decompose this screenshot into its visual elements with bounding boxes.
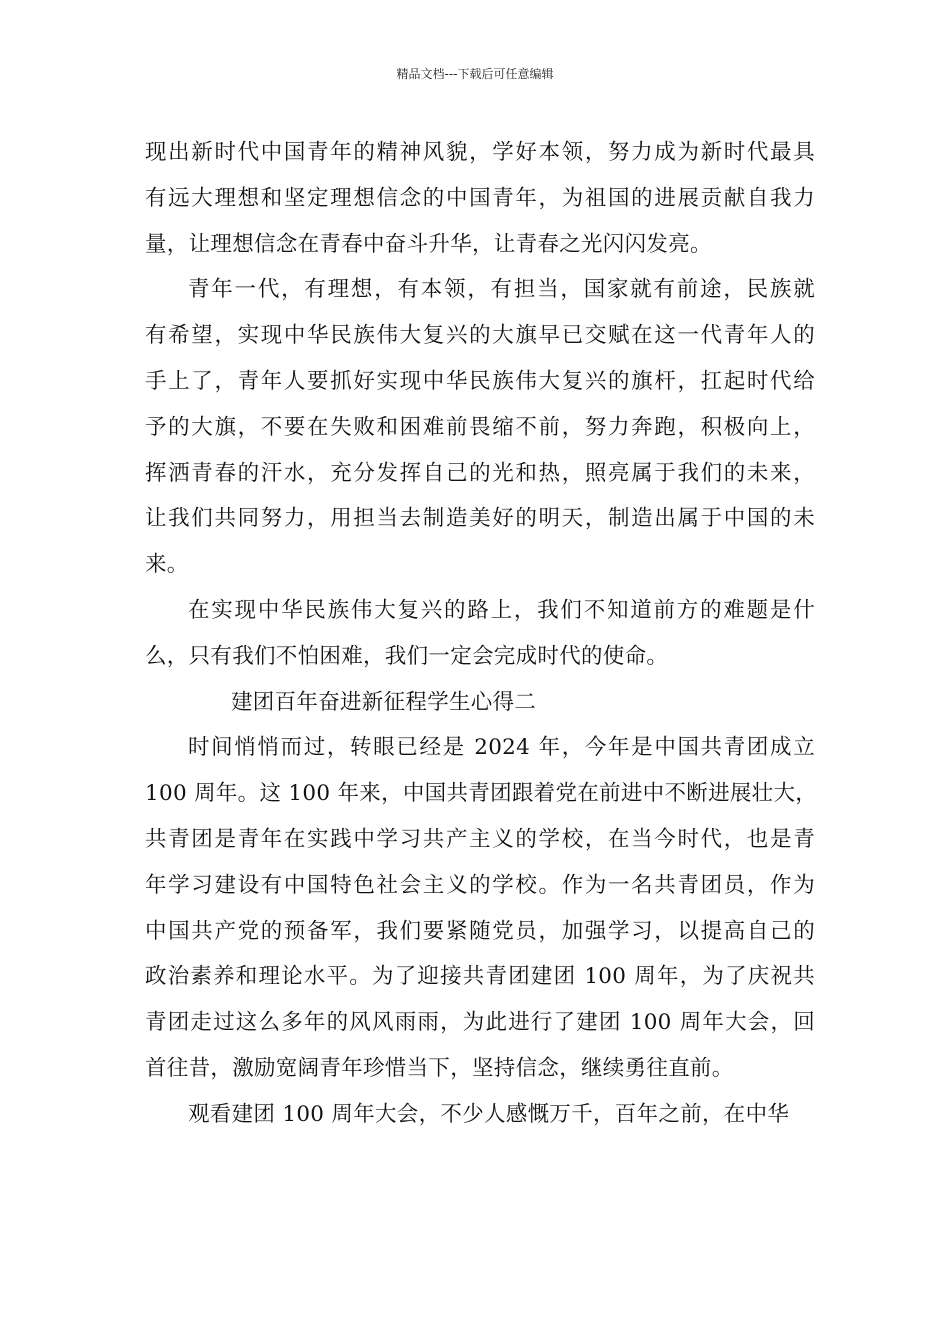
text-line: 让我们共同努力，用担当去制造美好的明天，制造出属于中国的未 [145,506,815,532]
section-heading [145,680,815,726]
text-line: 观看建团 100 周年大会，不少人感慨万千，百年之前，在中华 [188,1101,790,1127]
text-line: 予的大旗，不要在失败和困难前畏缩不前，努力奔跑，积极向上， [145,414,815,440]
paragraph [145,588,815,680]
text-line: 青年一代，有理想，有本领，有担当，国家就有前途，民族就 [188,277,815,303]
paragraph [145,725,818,1091]
text-line: 共青团是青年在实践中学习共产主义的学校，在当今时代，也是青 [145,826,815,852]
text-line: 有远大理想和坚定理想信念的中国青年，为祖国的进展贡献自我力 [145,185,815,211]
text-line: 量，让理想信念在青春中奋斗升华，让青春之光闪闪发亮。 [145,231,712,257]
text-line: 时间悄悄而过，转眼已经是 2024 年，今年是中国共青团成立 [188,735,815,761]
text-line: 有希望，实现中华民族伟大复兴的大旗早已交赋在这一代青年人的 [145,323,815,349]
text-line: 么，只有我们不怕困难，我们一定会完成时代的使命。 [145,643,669,669]
text-line: 手上了，青年人要抓好实现中华民族伟大复兴的旗杆，扛起时代给 [145,368,815,394]
text-line: 政治素养和理论水平。为了迎接共青团建团 100 周年，为了庆祝共 [145,964,815,990]
page-header: 精品文档---下载后可任意编辑 [396,67,554,81]
text-line: 中国共产党的预备军，我们要紧随党员，加强学习，以提高自己的 [145,918,815,944]
text-line: 挥洒青春的汗水，充分发挥自己的光和热，照亮属于我们的未来， [145,460,815,486]
text-line: 建团百年奋进新征程学生心得二 [231,689,537,715]
text-line: 100 周年。这 100 年来，中国共青团跟着党在前进中不断进展壮大， [145,781,818,807]
text-line: 来。 [145,552,189,578]
text-line: 青团走过这么多年的风风雨雨，为此进行了建团 100 周年大会，回 [145,1010,815,1036]
paragraph [145,1092,815,1138]
paragraph [145,267,815,588]
document-body [145,130,818,1138]
paragraph [145,130,815,267]
text-line: 年学习建设有中国特色社会主义的学校。作为一名共青团员，作为 [145,872,815,898]
text-line: 现出新时代中国青年的精神风貌，学好本领，努力成为新时代最具 [145,140,815,165]
text-line: 在实现中华民族伟大复兴的路上，我们不知道前方的难题是什 [188,597,815,623]
text-line: 首往昔，激励宽阔青年珍惜当下，坚持信念，继续勇往直前。 [145,1055,734,1081]
